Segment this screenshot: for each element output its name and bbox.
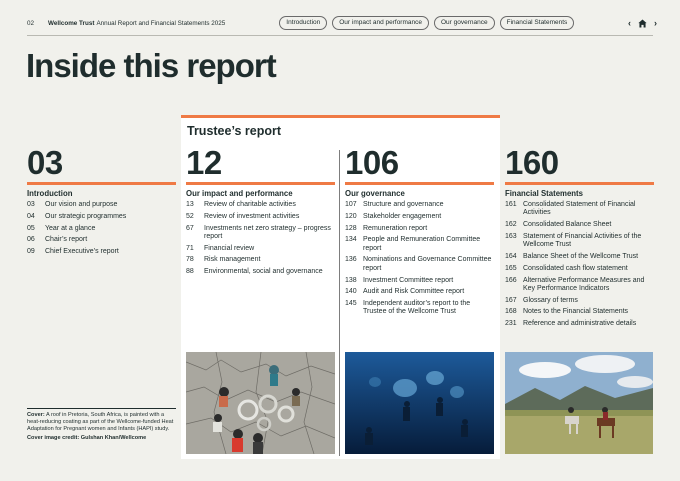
tab-financial-statements[interactable]: Financial Statements xyxy=(500,16,575,30)
toc-item[interactable]: 13 Review of charitable activities xyxy=(186,201,296,208)
section-page-number[interactable]: 160 xyxy=(505,144,559,181)
toc-item[interactable]: 120 Stakeholder engagement xyxy=(345,212,442,220)
home-icon[interactable] xyxy=(638,19,647,28)
section-title[interactable]: Introduction xyxy=(27,189,73,198)
cover-credit: Cover image credit: Gulshan Khan/Wellcome xyxy=(27,435,147,441)
photo-underwater-divers xyxy=(345,352,494,454)
section-bar xyxy=(505,182,654,185)
toc-item[interactable]: 167 Glossary of terms xyxy=(505,296,578,304)
toc-item[interactable]: 140 Audit and Risk Committee report xyxy=(345,288,465,296)
brand-name: Wellcome Trust xyxy=(48,19,95,27)
tab-impact-performance[interactable]: Our impact and performance xyxy=(332,16,429,30)
section-page-number[interactable]: 03 xyxy=(27,144,63,181)
next-page-icon[interactable]: › xyxy=(654,18,657,28)
toc-item[interactable]: 163 Statement of Financial Activities of the Wellcome Trust xyxy=(505,232,642,249)
cover-caption xyxy=(27,408,176,442)
toc-item[interactable]: 09 Chief Executive’s report xyxy=(27,248,119,256)
section-title[interactable]: Our governance xyxy=(345,189,405,198)
column-divider xyxy=(339,150,340,456)
section-bar xyxy=(345,182,494,185)
tab-introduction[interactable]: Introduction xyxy=(279,16,327,30)
toc-item[interactable]: 162 Consolidated Balance Sheet xyxy=(505,221,612,229)
toc-item[interactable]: 164 Balance Sheet of the Wellcome Trust xyxy=(505,252,639,260)
trustee-report-label: Trustee’s report xyxy=(187,124,282,138)
document-title: Annual Report and Financial Statements 2025 xyxy=(96,19,226,27)
section-governance xyxy=(345,145,494,320)
toc-item[interactable]: 166 Alternative Performance Measures and Key Performance Indicators xyxy=(505,276,645,292)
photo-horse-riders-landscape xyxy=(505,352,653,454)
cover-description: Cover: A roof in Pretoria, South Africa, is painted with a heat-reducing coating as part of the Wellcome-funded Heat Adaptation for Pregnant women and Infants (HAPI) study. xyxy=(27,412,174,432)
section-introduction xyxy=(27,145,176,260)
section-bar xyxy=(186,182,335,185)
photo-cracked-ground-group xyxy=(186,352,335,454)
top-bar xyxy=(27,14,657,32)
toc-item[interactable]: 168 Notes to the Financial Statements xyxy=(505,308,629,316)
section-title[interactable]: Financial Statements xyxy=(505,189,583,198)
page-number: 02 xyxy=(27,19,35,27)
toc-item[interactable]: 06 Chair’s report xyxy=(27,236,88,244)
toc-item[interactable]: 128 Remuneration report xyxy=(345,224,428,232)
toc-item[interactable]: 231 Reference and administrative details xyxy=(505,320,637,328)
section-bar xyxy=(27,182,176,185)
toc-item[interactable]: 107 Structure and governance xyxy=(345,201,444,208)
toc-item[interactable]: 05 Year at a glance xyxy=(27,224,96,232)
section-page-number[interactable]: 12 xyxy=(186,144,222,181)
section-impact-performance xyxy=(186,145,335,280)
toc-item[interactable]: 138 Investment Committee report xyxy=(345,276,454,284)
section-financial-statements xyxy=(505,145,654,332)
section-title[interactable]: Our impact and performance xyxy=(186,189,293,198)
header-divider xyxy=(27,35,653,36)
toc-item[interactable]: 04 Our strategic programmes xyxy=(27,212,127,220)
toc-item[interactable]: 88 Environmental, social and governance xyxy=(186,268,323,276)
tab-governance[interactable]: Our governance xyxy=(434,16,495,30)
toc-item[interactable]: 71 Financial review xyxy=(186,244,255,252)
toc-item[interactable]: 78 Risk management xyxy=(186,256,261,264)
toc-item[interactable]: 134 People and Remuneration Committee report xyxy=(345,236,481,252)
toc-item[interactable]: 52 Review of investment activities xyxy=(186,212,300,220)
toc-item[interactable]: 03 Our vision and purpose xyxy=(27,201,118,208)
prev-page-icon[interactable]: ‹ xyxy=(628,18,631,28)
toc-item[interactable]: 145 Independent auditor’s report to the Trustee of the Wellcome Trust xyxy=(345,300,471,316)
toc-item[interactable]: 67 Investments net zero strategy – progress report xyxy=(186,224,331,240)
section-page-number[interactable]: 106 xyxy=(345,144,399,181)
toc-item[interactable]: 136 Nominations and Governance Committee report xyxy=(345,256,492,272)
toc-item[interactable]: 165 Consolidated cash flow statement xyxy=(505,264,628,272)
toc-item[interactable]: 161 Consolidated Statement of Financial Activities xyxy=(505,201,636,217)
page-title: Inside this report xyxy=(26,47,276,84)
